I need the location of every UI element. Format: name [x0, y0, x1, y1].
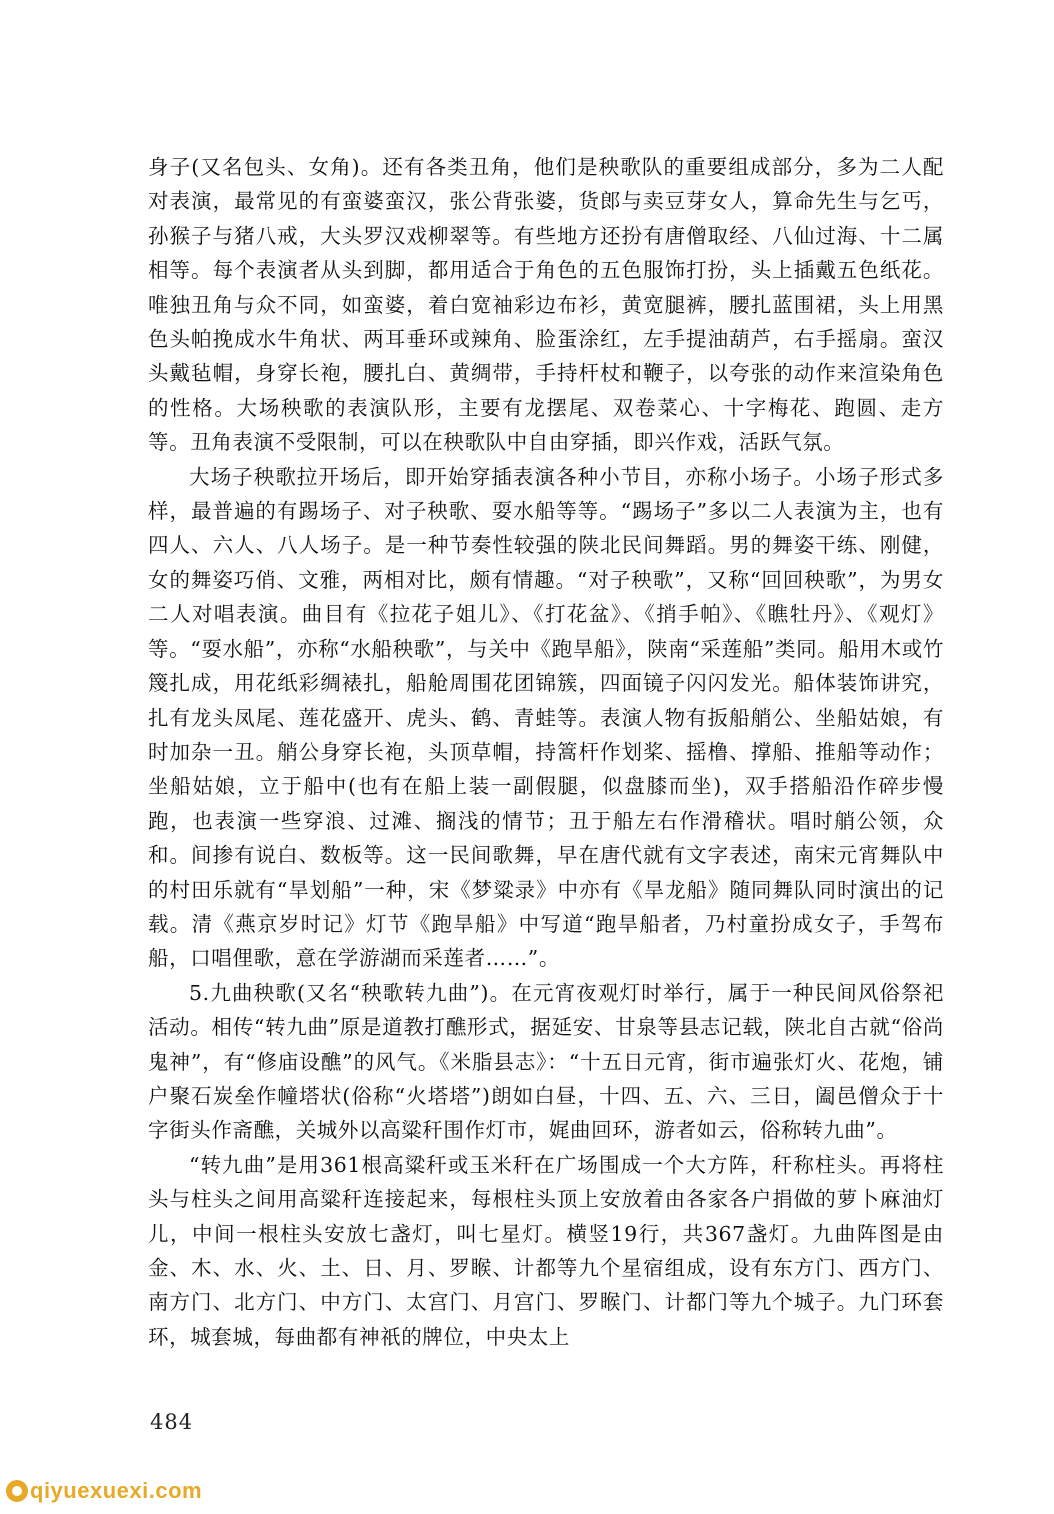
watermark [6, 1476, 202, 1506]
watermark-text: qiyuexuexi.com [30, 1478, 203, 1503]
watermark-logo-icon [6, 1480, 28, 1502]
page-number: 484 [150, 1410, 194, 1434]
body-text [148, 150, 944, 1354]
paragraph-4: “转九曲”是用361根高粱秆或玉米秆在广场围成一个大方阵，秆称柱头。再将柱头与柱头之间用高粱秆连接起来，每根柱头顶上安放着由各家各户捐做的萝卜麻油灯儿，中间一根柱头安放七盏灯，叫七星灯。横竖19行，共367盏灯。九曲阵图是由金、木、水、火、土、日、月、罗睺、计都等九个星宿组成，设有东方门、西方门、南方门、北方门、中方门、太宫门、月宫门、罗睺门、计都门等九个城子。九门环套环，城套城，每曲都有神祇的牌位，中央太上 [148, 1152, 944, 1349]
paragraph-3: 5.九曲秧歌(又名“秧歌转九曲”)。在元宵夜观灯时举行，属于一种民间风俗祭祀活动。相传“转九曲”原是道教打醮形式，据延安、甘泉等县志记载，陕北自古就“俗尚鬼神”，有“修庙设醮”的风气。《米脂县志》：“十五日元宵，街市遍张灯火、花炮，铺户聚石炭垒作幢塔状(俗称“火塔塔”)朗如白昼，十四、五、六、三日，阖邑僧众于十字街头作斋醮，关城外以高粱秆围作灯市，娓曲回环，游者如云，俗称转九曲”。 [148, 980, 944, 1143]
paragraph-2: 大场子秧歌拉开场后，即开始穿插表演各种小节目，亦称小场子。小场子形式多样，最普遍的有踢场子、对子秧歌、耍水船等等。“踢场子”多以二人表演为主，也有四人、六人、八人场子。是一种节奏性较强的陕北民间舞蹈。男的舞姿干练、刚健，女的舞姿巧俏、文雅，两相对比，颇有情趣。“对子秧歌”，又称“回回秧歌”，为男女二人对唱表演。曲目有《拉花子姐儿》、《打花盆》、《捎手帕》、《瞧牡丹》、《观灯》等。“耍水船”，亦称“水船秧歌”，与关中《跑旱船》，陕南“采莲船”类同。船用木或竹篾扎成，用花纸彩绸裱扎，船舱周围花团锦簇，四面镜子闪闪发光。船体装饰讲究，扎有龙头凤尾、莲花盛开、虎头、鹤、青蛙等。表演人物有扳船艄公、坐船姑娘，有时加杂一丑。艄公身穿长袍，头顶草帽，持篙杆作划桨、摇橹、撑船、推船等动作；坐船姑娘，立于船中(也有在船上装一副假腿，似盘膝而坐)，双手搭船沿作碎步慢跑，也表演一些穿浪、过滩、搁浅的情节；丑于船左右作滑稽状。唱时艄公领，众和。间掺有说白、数板等。这一民间歌舞，早在唐代就有文字表述，南宋元宵舞队中的村田乐就有“旱划船”一种，宋《梦粱录》中亦有《旱龙船》随同舞队同时演出的记载。清《燕京岁时记》灯节《跑旱船》中写道“跑旱船者，乃村童扮成女子，手驾布船，口唱俚歌，意在学游湖而采莲者……”。 [148, 464, 944, 971]
paragraph-1: 身子(又名包头、女角)。还有各类丑角，他们是秧歌队的重要组成部分，多为二人配对表演，最常见的有蛮婆蛮汉，张公背张婆，货郎与卖豆芽女人，算命先生与乞丐，孙猴子与猪八戒，大头罗汉戏柳翠等。有些地方还扮有唐僧取经、八仙过海、十二属相等。每个表演者从头到脚，都用适合于角色的五色服饰打扮，头上插戴五色纸花。唯独丑角与众不同，如蛮婆，着白宽袖彩边布衫，黄宽腿裤，腰扎蓝围裙，头上用黑色头帕挽成水牛角状、两耳垂环或辣角、脸蛋涂红，左手提油葫芦，右手摇扇。蛮汉头戴毡帽，身穿长袍，腰扎白、黄绸带，手持杆杖和鞭子，以夸张的动作来渲染角色的性格。大场秧歌的表演队形，主要有龙摆尾、双卷菜心、十字梅花、跑圆、走方等。丑角表演不受限制，可以在秧歌队中自由穿插，即兴作戏，活跃气氛。 [148, 155, 944, 455]
